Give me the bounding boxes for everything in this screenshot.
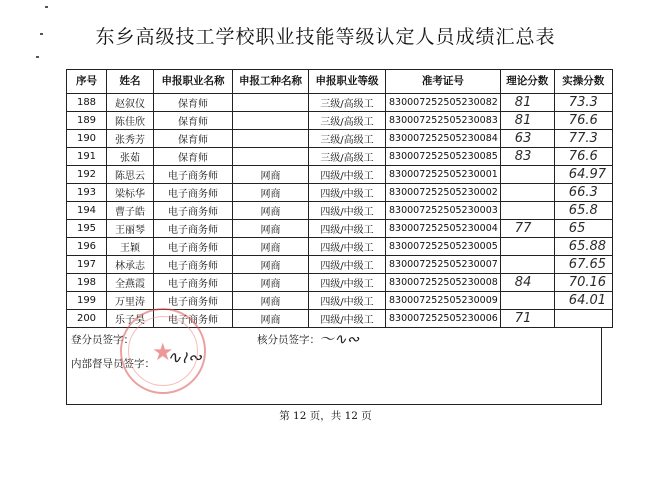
row-trade: 网商 <box>233 310 309 328</box>
row-practice: 70.16 <box>554 274 612 292</box>
row-exam-id: 830007252505230084 <box>386 130 501 148</box>
row-level: 四级/中级工 <box>309 274 386 292</box>
header-row <box>67 70 613 94</box>
row-occupation: 电子商务师 <box>154 274 233 292</box>
row-trade: 网商 <box>233 256 309 274</box>
row-no: 198 <box>67 274 107 292</box>
row-name: 赵叙仪 <box>107 94 154 112</box>
row-exam-id: 830007252505230085 <box>386 148 501 166</box>
row-occupation: 电子商务师 <box>154 238 233 256</box>
official-seal <box>120 308 206 394</box>
row-no: 194 <box>67 202 107 220</box>
row-level: 三级/高级工 <box>309 94 386 112</box>
row-no: 197 <box>67 256 107 274</box>
row-trade: 网商 <box>233 202 309 220</box>
row-level: 四级/中级工 <box>309 256 386 274</box>
row-no: 192 <box>67 166 107 184</box>
header-practice: 实操分数 <box>554 70 612 94</box>
row-name: 陈佳欣 <box>107 112 154 130</box>
row-level: 四级/中级工 <box>309 310 386 328</box>
row-name: 梁标华 <box>107 184 154 202</box>
row-trade: 网商 <box>233 238 309 256</box>
row-exam-id: 830007252505230009 <box>386 292 501 310</box>
row-name: 张秀芳 <box>107 130 154 148</box>
table-row <box>67 238 613 256</box>
row-occupation: 保育师 <box>154 148 233 166</box>
row-no: 188 <box>67 94 107 112</box>
scan-speck <box>45 6 48 8</box>
row-occupation: 电子商务师 <box>154 310 233 328</box>
row-name: 乐子昊 <box>107 310 154 328</box>
row-practice: 76.6 <box>554 112 612 130</box>
row-practice: 76.6 <box>554 148 612 166</box>
table-row <box>67 220 613 238</box>
row-no: 199 <box>67 292 107 310</box>
table-row <box>67 274 613 292</box>
row-exam-id: 830007252505230005 <box>386 238 501 256</box>
row-name: 陈思云 <box>107 166 154 184</box>
seal-star-icon: ★ <box>152 338 174 366</box>
row-trade <box>233 94 309 112</box>
row-practice: 66.3 <box>554 184 612 202</box>
row-occupation: 保育师 <box>154 112 233 130</box>
row-theory <box>500 202 554 220</box>
document-title: 东乡高级技工学校职业技能等级认定人员成绩汇总表 <box>95 26 556 48</box>
row-level: 三级/高级工 <box>309 130 386 148</box>
row-name: 王丽琴 <box>107 220 154 238</box>
row-trade <box>233 112 309 130</box>
row-theory <box>500 166 554 184</box>
table-row <box>67 94 613 112</box>
row-trade: 网商 <box>233 292 309 310</box>
row-theory: 63 <box>500 130 554 148</box>
table-row <box>67 166 613 184</box>
checker-signature: 〜∿∾ <box>319 330 360 348</box>
row-no: 189 <box>67 112 107 130</box>
row-level: 三级/高级工 <box>309 148 386 166</box>
row-practice: 65 <box>554 220 612 238</box>
header-level: 申报职业等级 <box>309 70 386 94</box>
row-trade <box>233 130 309 148</box>
row-no: 195 <box>67 220 107 238</box>
supervisor-label: 内部督导员签字： <box>71 358 155 370</box>
scan-speck <box>40 33 43 35</box>
row-theory <box>500 292 554 310</box>
header-name: 姓名 <box>107 70 154 94</box>
row-name: 林承志 <box>107 256 154 274</box>
header-no: 序号 <box>67 70 107 94</box>
row-no: 193 <box>67 184 107 202</box>
row-exam-id: 830007252505230083 <box>386 112 501 130</box>
row-practice <box>554 310 612 328</box>
row-name: 全燕霞 <box>107 274 154 292</box>
row-exam-id: 830007252505230082 <box>386 94 501 112</box>
header-theory: 理论分数 <box>500 70 554 94</box>
row-no: 191 <box>67 148 107 166</box>
row-level: 四级/中级工 <box>309 202 386 220</box>
row-exam-id: 830007252505230007 <box>386 256 501 274</box>
row-practice: 65.8 <box>554 202 612 220</box>
score-table <box>66 69 613 328</box>
row-occupation: 电子商务师 <box>154 166 233 184</box>
row-name: 万里涛 <box>107 292 154 310</box>
row-level: 四级/中级工 <box>309 184 386 202</box>
table-row <box>67 112 613 130</box>
row-occupation: 电子商务师 <box>154 256 233 274</box>
row-theory: 83 <box>500 148 554 166</box>
row-exam-id: 830007252505230002 <box>386 184 501 202</box>
row-theory: 77 <box>500 220 554 238</box>
row-exam-id: 830007252505230008 <box>386 274 501 292</box>
row-trade: 网商 <box>233 166 309 184</box>
row-name: 曹子皓 <box>107 202 154 220</box>
table-row <box>67 202 613 220</box>
row-theory <box>500 256 554 274</box>
checker-label: 核分员签字： <box>257 334 320 346</box>
supervisor-signature: ∿≀∾ <box>167 348 202 368</box>
row-theory <box>500 184 554 202</box>
row-no: 200 <box>67 310 107 328</box>
table-row <box>67 292 613 310</box>
row-occupation: 电子商务师 <box>154 292 233 310</box>
row-practice: 73.3 <box>554 94 612 112</box>
row-name: 王颖 <box>107 238 154 256</box>
row-occupation: 保育师 <box>154 130 233 148</box>
row-occupation: 保育师 <box>154 94 233 112</box>
row-practice: 67.65 <box>554 256 612 274</box>
row-no: 190 <box>67 130 107 148</box>
header-occupation: 申报职业名称 <box>154 70 233 94</box>
row-name: 张茹 <box>107 148 154 166</box>
row-trade: 网商 <box>233 274 309 292</box>
row-occupation: 电子商务师 <box>154 220 233 238</box>
row-exam-id: 830007252505230006 <box>386 310 501 328</box>
header-trade: 申报工种名称 <box>233 70 309 94</box>
row-theory: 84 <box>500 274 554 292</box>
row-occupation: 电子商务师 <box>154 202 233 220</box>
row-exam-id: 830007252505230001 <box>386 166 501 184</box>
row-theory <box>500 238 554 256</box>
table-row <box>67 256 613 274</box>
scan-speck <box>36 56 39 58</box>
row-exam-id: 830007252505230004 <box>386 220 501 238</box>
row-theory: 71 <box>500 310 554 328</box>
table-row <box>67 148 613 166</box>
row-practice: 64.01 <box>554 292 612 310</box>
row-level: 四级/中级工 <box>309 238 386 256</box>
row-level: 四级/中级工 <box>309 220 386 238</box>
row-practice: 65.88 <box>554 238 612 256</box>
row-no: 196 <box>67 238 107 256</box>
row-trade <box>233 148 309 166</box>
row-level: 四级/中级工 <box>309 292 386 310</box>
table-row <box>67 130 613 148</box>
row-practice: 77.3 <box>554 130 612 148</box>
row-trade: 网商 <box>233 220 309 238</box>
row-level: 四级/中级工 <box>309 166 386 184</box>
registrar-label: 登分员签字： <box>71 334 134 346</box>
row-level: 三级/高级工 <box>309 112 386 130</box>
page-number: 第 12 页，共 12 页 <box>279 410 372 422</box>
table-row <box>67 184 613 202</box>
row-exam-id: 830007252505230003 <box>386 202 501 220</box>
row-practice: 64.97 <box>554 166 612 184</box>
row-theory: 81 <box>500 112 554 130</box>
row-occupation: 电子商务师 <box>154 184 233 202</box>
row-trade: 网商 <box>233 184 309 202</box>
header-exam-id: 准考证号 <box>386 70 501 94</box>
row-theory: 81 <box>500 94 554 112</box>
